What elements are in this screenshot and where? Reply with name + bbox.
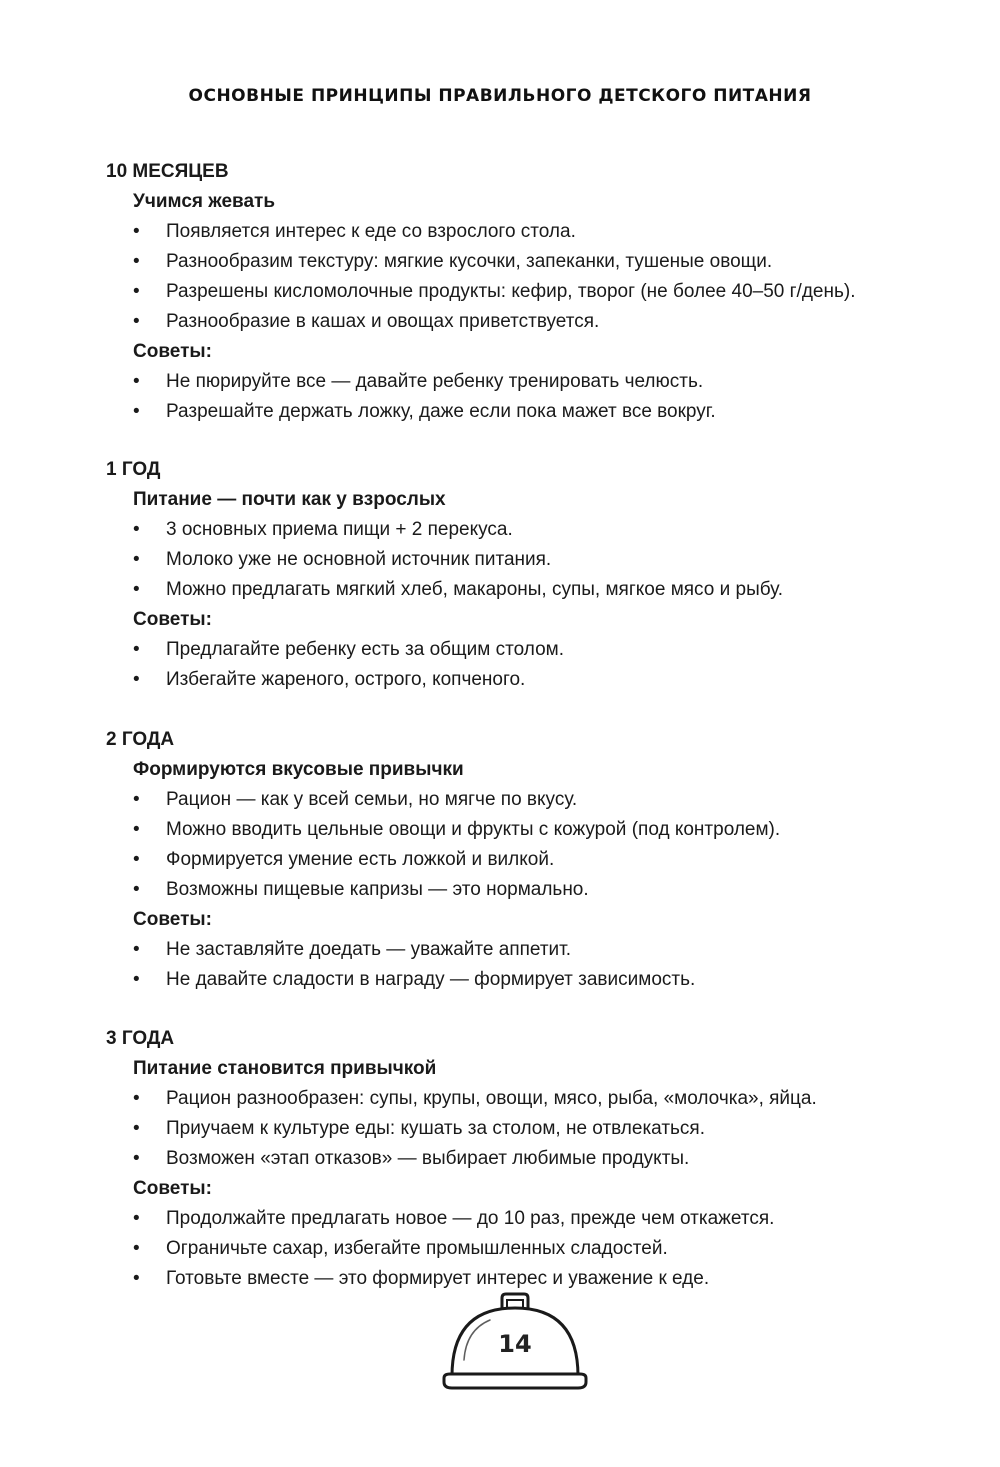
bullet-icon: • (133, 1148, 140, 1169)
tips-list (106, 935, 966, 995)
list-item: • Продолжайте предлагать новое — до 10 раз, прежде чем откажется. (106, 1204, 966, 1234)
section-3-years (106, 1024, 966, 1294)
bullet-icon: • (133, 969, 140, 990)
bullet-icon: • (133, 401, 140, 422)
bullet-icon: • (133, 639, 140, 660)
bullet-icon: • (133, 1088, 140, 1109)
list-item: • Рацион разнообразен: супы, крупы, овощи, мясо, рыба, «молочка», яйца. (106, 1084, 966, 1114)
page-title: ОСНОВНЫЕ ПРИНЦИПЫ ПРАВИЛЬНОГО ДЕТСКОГО ПИТАНИЯ (188, 86, 812, 106)
section-subtitle: Формируются вкусовые привычки (133, 759, 464, 780)
bullet-icon: • (133, 819, 140, 840)
list-item: • Разнообразим текстуру: мягкие кусочки, запеканки, тушеные овощи. (106, 247, 966, 277)
page-number: 14 (498, 1330, 532, 1358)
points-list (106, 1084, 966, 1174)
bullet-icon: • (133, 311, 140, 332)
section-age-heading: 1 ГОД (106, 459, 161, 480)
section-subtitle: Питание становится привычкой (133, 1058, 437, 1079)
tips-list (106, 1204, 966, 1294)
points-list (106, 217, 966, 337)
section-age-heading: 3 ГОДА (106, 1028, 175, 1049)
bullet-icon: • (133, 579, 140, 600)
list-item: • Молоко уже не основной источник питания. (106, 545, 966, 575)
list-item: • Предлагайте ребенку есть за общим столом. (106, 635, 966, 665)
list-item: • Не пюрируйте все — давайте ребенку тренировать челюсть. (106, 367, 966, 397)
bullet-icon: • (133, 281, 140, 302)
bullet-icon: • (133, 879, 140, 900)
list-item: • Рацион — как у всей семьи, но мягче по вкусу. (106, 785, 966, 815)
list-item: • Не заставляйте доедать — уважайте аппетит. (106, 935, 966, 965)
list-item: • Возможен «этап отказов» — выбирает любимые продукты. (106, 1144, 966, 1174)
bullet-icon: • (133, 1268, 140, 1289)
list-item: • Приучаем к культуре еды: кушать за столом, не отвлекаться. (106, 1114, 966, 1144)
bullet-icon: • (133, 1208, 140, 1229)
section-1-year (106, 455, 966, 695)
section-10-months (106, 157, 966, 427)
tips-label: Советы: (133, 341, 212, 362)
bullet-icon: • (133, 371, 140, 392)
list-item: • Не давайте сладости в награду — формирует зависимость. (106, 965, 966, 995)
bullet-icon: • (133, 669, 140, 690)
bullet-icon: • (133, 221, 140, 242)
bullet-icon: • (133, 1238, 140, 1259)
bullet-icon: • (133, 789, 140, 810)
section-subtitle: Питание — почти как у взрослых (133, 489, 446, 510)
list-item: • Разрешайте держать ложку, даже если пока мажет все вокруг. (106, 397, 966, 427)
tips-label: Советы: (133, 609, 212, 630)
section-subtitle: Учимся жевать (133, 191, 276, 212)
points-list (106, 785, 966, 905)
bullet-icon: • (133, 251, 140, 272)
bullet-icon: • (133, 549, 140, 570)
list-item: • Возможны пищевые капризы — это нормально. (106, 875, 966, 905)
list-item: • Формируется умение есть ложкой и вилкой. (106, 845, 966, 875)
list-item: • Разрешены кисломолочные продукты: кефир, творог (не более 40–50 г/день). (106, 277, 966, 307)
list-item: • Готовьте вместе — это формирует интерес и уважение к еде. (106, 1264, 966, 1294)
tips-label: Советы: (133, 909, 212, 930)
list-item: • Можно предлагать мягкий хлеб, макароны, супы, мягкое мясо и рыбу. (106, 575, 966, 605)
list-item: • Появляется интерес к еде со взрослого стола. (106, 217, 966, 247)
tips-list (106, 635, 966, 695)
section-2-years (106, 725, 966, 995)
list-item: • Ограничьте сахар, избегайте промышленных сладостей. (106, 1234, 966, 1264)
tips-label: Советы: (133, 1178, 212, 1199)
section-age-heading: 10 МЕСЯЦЕВ (106, 161, 229, 182)
list-item: • 3 основных приема пищи + 2 перекуса. (106, 515, 966, 545)
bullet-icon: • (133, 1118, 140, 1139)
tips-list (106, 367, 966, 427)
list-item: • Избегайте жареного, острого, копченого. (106, 665, 966, 695)
bullet-icon: • (133, 519, 140, 540)
bullet-icon: • (133, 939, 140, 960)
bullet-icon: • (133, 849, 140, 870)
section-age-heading: 2 ГОДА (106, 729, 175, 750)
list-item: • Можно вводить цельные овощи и фрукты с кожурой (под контролем). (106, 815, 966, 845)
points-list (106, 515, 966, 605)
list-item: • Разнообразие в кашах и овощах приветствуется. (106, 307, 966, 337)
